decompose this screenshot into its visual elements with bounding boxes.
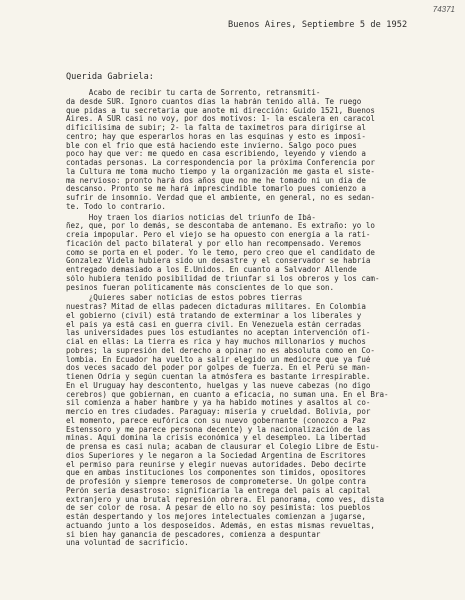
letter-line: el momento, parece eufórica con su nuevo gobernante (conozco a Paz	[66, 416, 366, 425]
letter-line: nuestras? Mitad de ellas padecen dictaduras militares. En Colombia	[66, 303, 366, 311]
letter-line: como se porta en el poder. Yo le temo, pero creo que el candidato de	[66, 248, 375, 257]
letter-line: están despertando y los mejores intelectuales comienzan a jugarse,	[66, 513, 366, 521]
archive-reference-number: 74371	[432, 5, 455, 14]
letter-line: si bien hay ganancia de pescadores, comienza a despuntar	[66, 530, 321, 539]
letter-line: cerebros) que gobiernan, en cuanto a eficacia, no suman una. En el Bra-	[66, 390, 389, 399]
letter-line: mercio en tres ciudades. Paraguay: miseria y crueldad. Bolivia, por	[66, 408, 371, 416]
letter-line: Gonzalez Videla hubiera sido un desastre y el conservador se habría	[66, 257, 371, 266]
letter-line: el permiso para reunirse y elegir nuevas autoridades. Debo decirte	[66, 460, 366, 469]
letter-line: ñez, que, por lo demás, se descontaba de antemano. Es extraño: yo lo	[66, 222, 375, 231]
letter-line: contadas personas. La correspondencia por la próxima Conferencia por	[66, 159, 375, 167]
letter-line: minas. Aquí domina la crisis económica y el desempleo. La libertad	[66, 434, 366, 443]
letter-line: sólo hubiera tenido posibilidad de triunfar si los obreros y los cam-	[66, 274, 380, 283]
letter-line: que en ambas instituciones los componentes son tímidos, opositores	[66, 469, 366, 478]
letter-line: de profesión y siempre temerosos de comprometerse. Un golpe contra	[66, 478, 366, 486]
letter-line: dificilísima de subir; 2- la falta de taxímetros para dirigirse al	[66, 124, 366, 132]
letter-line: pesinos fueran políticamente más conscientes de lo que son.	[66, 283, 335, 292]
letter-line: poco hay que ver: me quedo en casa escribiendo, leyendo y viendo a	[66, 150, 366, 159]
letter-line: lombia. En Ecuador ha vuelto a salir elegido un mediocre que ya fué	[66, 355, 371, 364]
letter-line: dios Superiores y le negaron a la Sociedad Argentina de Escritores	[66, 451, 366, 460]
letter-line: centro; hay que esperarlos horas en las esquinas y esto es imposi-	[66, 132, 366, 141]
letter-body	[66, 89, 454, 548]
letter-line: entregado demasiado a los E.Unidos. En cuanto a Salvador Allende	[66, 266, 357, 274]
letter-line: extranjero y una brutal represión obrera. El panorama, como ves, dista	[66, 495, 385, 504]
letter-line: que pidas a tu secretaria que anote mi dirección: Guido 1521, Buenos	[66, 106, 375, 115]
letter-line: tienen Odría y según cuentan la atmósfera es bastante irrespirable.	[66, 373, 371, 381]
letter-line: ble con el frío que está haciendo este invierno. Salgo poco pues	[66, 141, 357, 150]
letter-salutation: Querida Gabriela:	[66, 72, 154, 82]
letter-line: ma nervioso: pronto hará dos años que no me he tomado ni un día de	[66, 176, 366, 185]
letter-line: el país ya está casi en guerra civil. En Venezuela están cerradas	[66, 320, 362, 329]
letter-line: el gobierno (civil) está tratando de exterminar a los liberales y	[66, 311, 362, 320]
letter-line: dos veces sacado del poder por golpes de fuerza. En el Perú se man-	[66, 364, 371, 373]
letter-line: Perón sería desastroso: significaría la entrega del país al capital	[66, 486, 371, 495]
letter-line: ¿Quieres saber noticias de estos pobres tierras	[66, 294, 303, 303]
letter-line: sufrir de insomnio. Verdad que el ambiente, en general, no es sedan-	[66, 194, 375, 202]
letter-line: te. Todo lo contrario.	[66, 202, 166, 211]
letter-line: actuando junto a los desposeídos. Además, en estas mismas revueltas,	[66, 521, 375, 530]
letter-line: sil comienza a haber hambre y ya ha habido motines y asaltos al co-	[66, 399, 371, 408]
letter-line: de ser color de rosa. A pesar de ello no soy pesimista: los pueblos	[66, 504, 371, 513]
letter-line: Estenssoro y me parece persona decente) y la nacionalización de las	[66, 425, 371, 434]
letter-dateline: Buenos Aires, Septiembre 5 de 1952	[228, 20, 408, 30]
letter-line: creía impopular. Pero el viejo se ha opuesto con energía a la rati-	[66, 231, 371, 239]
letter-line: una voluntad de sacrificio.	[66, 539, 189, 548]
letter-line: ficación del pacto bilateral y por ello han recompensado. Veremos	[66, 239, 362, 248]
letter-line: Hoy traen los diarios noticias del triunfo de Ibá-	[66, 213, 316, 222]
letter-line: de prensa es casi nula; acaban de clausurar el Colegio Libre de Estu-	[66, 443, 380, 451]
letter-line: las universidades pues los estudiantes no aceptan intervención ofi-	[66, 329, 371, 338]
letter-line: cial en ellas: La tierra es rica y hay muchos millonarios y muchos	[66, 338, 366, 346]
letter-line: da desde SUR. Ignoro cuantos días la habrán tenido allá. Te ruego	[66, 97, 362, 106]
letter-line: pobres; la supresión del derecho a opinar no es absoluta como en Co-	[66, 346, 375, 355]
letter-line: descanso. Pronto se me hará imprescindible tomarlo pues comienzo a	[66, 185, 366, 194]
letter-line: En el Uruguay hay descontento, huelgas y las nueve cabezas (no digo	[66, 381, 371, 390]
letter-line: Acabo de recibir tu carta de Sorrento, retransmiti-	[66, 89, 321, 97]
letter-line: la Cultura me toma mucho tiempo y la organización me gasta el siste-	[66, 167, 375, 176]
letter-line: Aires. A SUR casi no voy, por dos motivos: 1- la escalera en caracol	[66, 115, 375, 124]
